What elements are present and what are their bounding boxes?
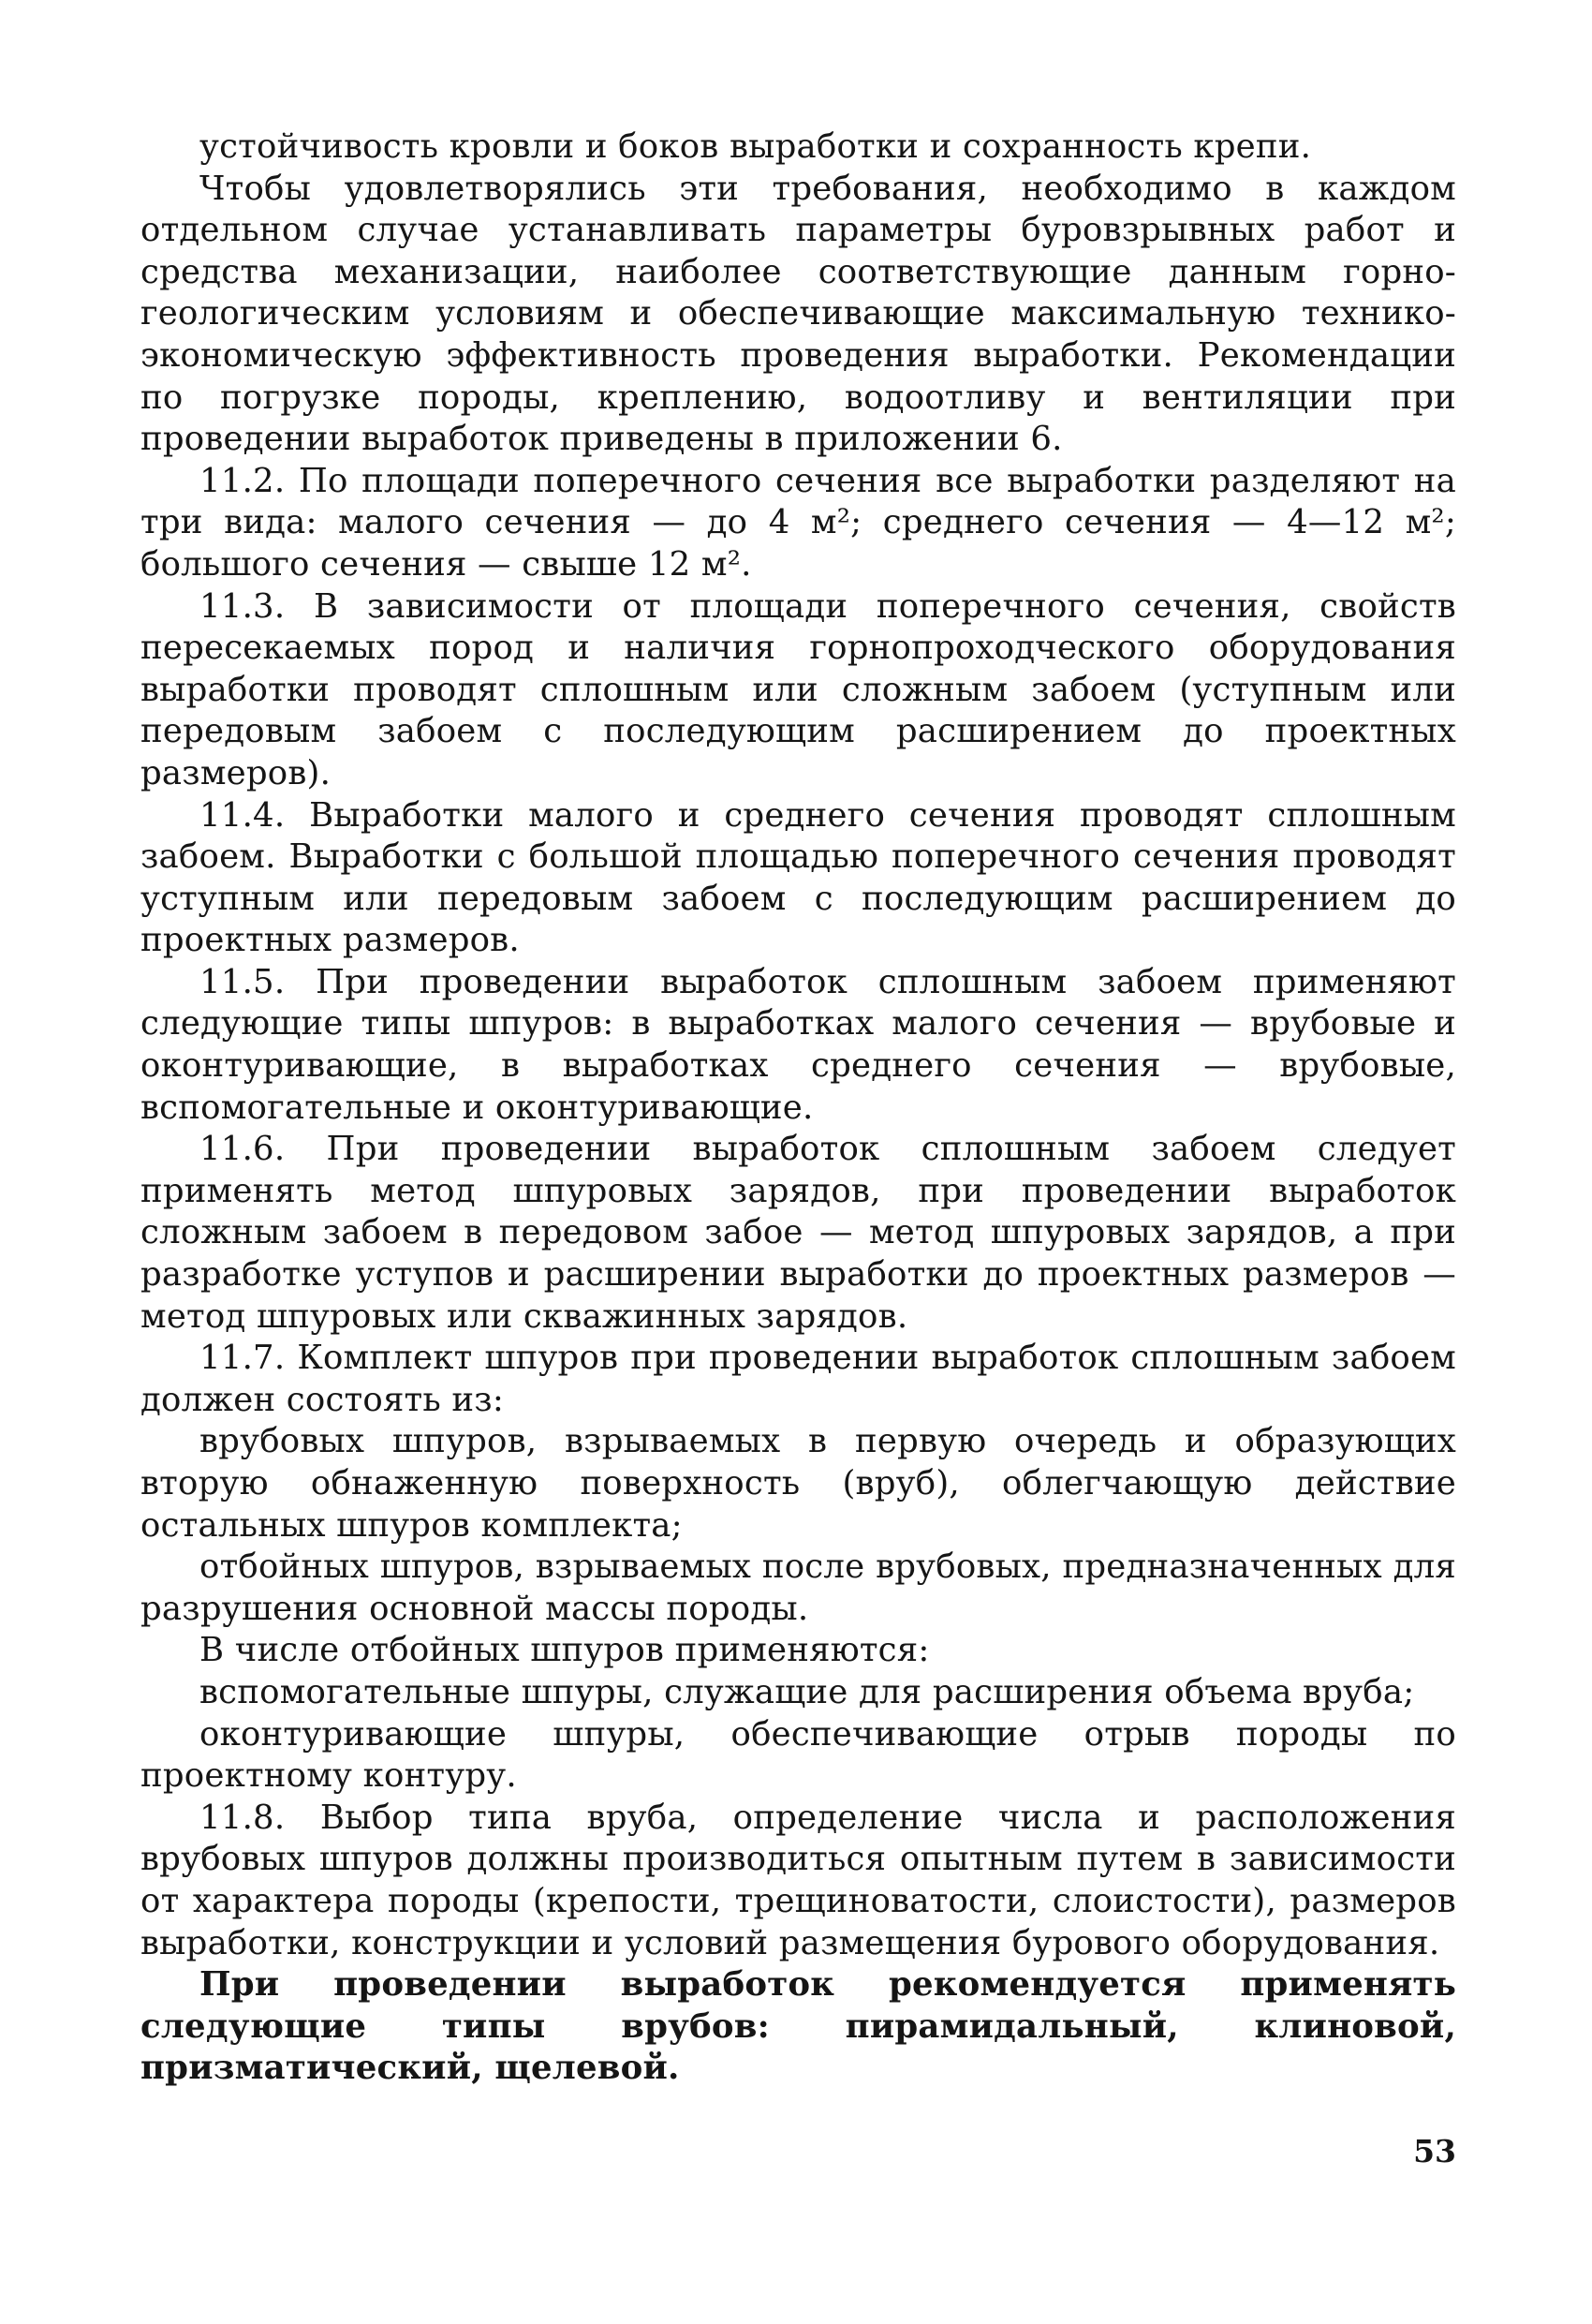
paragraph-11-5: 11.5. При проведении выработок сплошным забоем применяют следующие типы шпуров: в выработках малого сечения — врубовые и оконтуривающие, в выработках среднего сечения — врубовые, вспомогательные и оконтуривающие. xyxy=(140,962,1456,1127)
paragraph-11-4: 11.4. Выработки малого и среднего сечения проводят сплошным забоем. Выработки с большой площадью поперечного сечения проводят уступным или передовым забоем с последующим расширением до проектных размеров. xyxy=(140,795,1456,960)
paragraph-1: устойчивость кровли и боков выработки и сохранность крепи. xyxy=(199,127,1312,166)
paragraph-11-8: 11.8. Выбор типа вруба, определение числа и расположения врубовых шпуров должны производиться опытным путем в зависимости от характера породы (крепости, трещиноватости, слоистости), размеров выработки, конструкции и условий размещения бурового оборудования. xyxy=(140,1798,1456,1962)
document-page xyxy=(140,126,1456,2281)
list-item-auxiliary-holes: вспомогательные шпуры, служащие для расширения объема вруба; xyxy=(199,1672,1415,1711)
paragraph-11-2: 11.2. По площади поперечного сечения все выработки разделяют на три вида: малого сечения — до 4 м²; среднего сечения — 4—12 м²; большого сечения — свыше 12 м². xyxy=(140,461,1456,584)
list-item-contour-holes: оконтуривающие шпуры, обеспечивающие отрыв породы по проектному контуру. xyxy=(140,1714,1456,1796)
paragraph-breaking-holes-intro: В числе отбойных шпуров применяются: xyxy=(199,1631,930,1670)
paragraph-11-7: 11.7. Комплект шпуров при проведении выработок сплошным забоем должен состоять из: xyxy=(140,1339,1456,1419)
paragraph-11-3: 11.3. В зависимости от площади поперечного сечения, свойств пересекаемых пород и наличия горнопроходческого оборудования выработки проводят сплошным или сложным забоем (уступным или передовым забоем с последующим расширением до проектных размеров). xyxy=(140,586,1456,792)
paragraph-11-6: 11.6. При проведении выработок сплошным забоем следует применять метод шпуровых зарядов, при проведении выработок сложным забоем в передовом забое — метод шпуровых зарядов, а при разработке уступов и расширении выработки до проектных размеров — метод шпуровых или скважинных зарядов. xyxy=(140,1130,1456,1336)
paragraph-2: Чтобы удовлетворялись эти требования, необходимо в каждом отдельном случае устанавливать параметры буровзрывных работ и средства механизации, наиболее соответствующие данным горно-геологическим условиям и обеспечивающие максимальную технико-экономическую эффективность проведения выработки. Рекомендации по погрузке породы, креплению, водоотливу и вентиляции при проведении выработок приведены в приложении 6. xyxy=(140,169,1456,459)
list-item-breaking-holes: отбойных шпуров, взрываемых после врубовых, предназначенных для разрушения основной массы породы. xyxy=(140,1547,1456,1628)
paragraph-cut-types-recommendation: При проведении выработок рекомендуется применять следующие типы врубов: пирамидальный, клиновой, призматический, щелевой. xyxy=(140,1965,1456,2088)
page-number: 53 xyxy=(1413,2133,1456,2169)
list-item-cut-holes: врубовых шпуров, взрываемых в первую очередь и образующих вторую обнаженную поверхность (вруб), облегчающую действие остальных шпуров комплекта; xyxy=(140,1422,1456,1545)
